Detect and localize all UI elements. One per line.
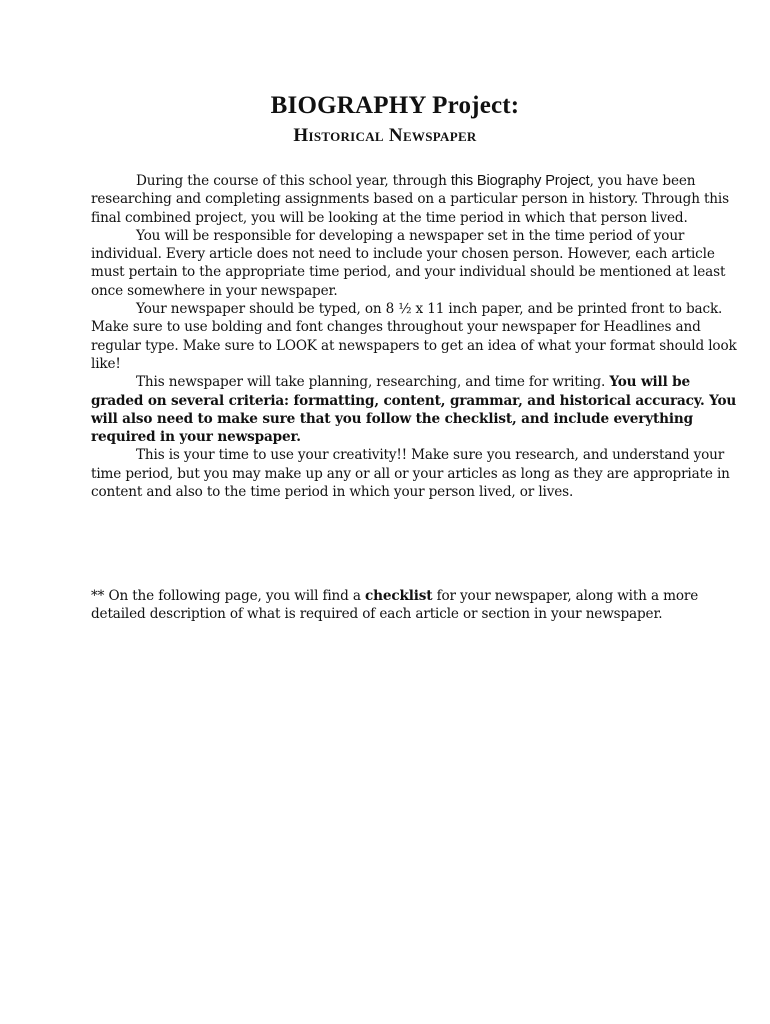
- paragraph-grading-bold: You will be graded on several criteria: formatting, content, grammar, and historical accuracy. You will also need to make sure that you follow the checklist, and include everything required in your newspaper.: [91, 374, 737, 446]
- paragraph-intro-end: , you have been researching and completing assignments based on a particular person in history. Through this final combined project, you will be looking at the time period in which that person lived.: [91, 173, 729, 226]
- document-title: BIOGRAPHY Project:: [270, 92, 520, 119]
- document-subtitle: Historical Newspaper: [293, 125, 477, 146]
- document-body: [91, 172, 741, 501]
- paragraph-intro-highlight: this Biography Project: [450, 173, 590, 189]
- checklist-note-start: ** On the following page, you will find a: [91, 587, 365, 604]
- checklist-note-end: for your newspaper, along with a more detailed description of what is required of each article or section in your newspaper.: [91, 587, 699, 622]
- checklist-note-bold: checklist: [365, 587, 433, 604]
- paragraph-intro-start: During the course of this school year, through: [136, 173, 451, 189]
- paragraph-responsibility: You will be responsible for developing a newspaper set in the time period of your individual. Every article does not need to include your chosen person. However, each article must pertain to the appropriate time period, and your individual should be mentioned at least once somewhere in your newspaper.: [91, 227, 726, 299]
- paragraph-grading-plain: This newspaper will take planning, researching, and time for writing.: [136, 374, 610, 391]
- paragraph-grading: [91, 373, 741, 446]
- checklist-note: [91, 587, 711, 624]
- paragraph-creativity: This is your time to use your creativity!! Make sure you research, and understand your time period, but you may make up any or all or your articles as long as they are appropriate in content and also to the time period in which your person lived, or lives.: [91, 447, 730, 501]
- paragraph-intro: [91, 172, 741, 227]
- paragraph-format: Your newspaper should be typed, on 8 ½ x 11 inch paper, and be printed front to back. Make sure to use bolding and font changes throughout your newspaper for Headlines and regular type. Make sure to LOOK at newspapers to get an idea of what your format should look like!: [91, 301, 737, 372]
